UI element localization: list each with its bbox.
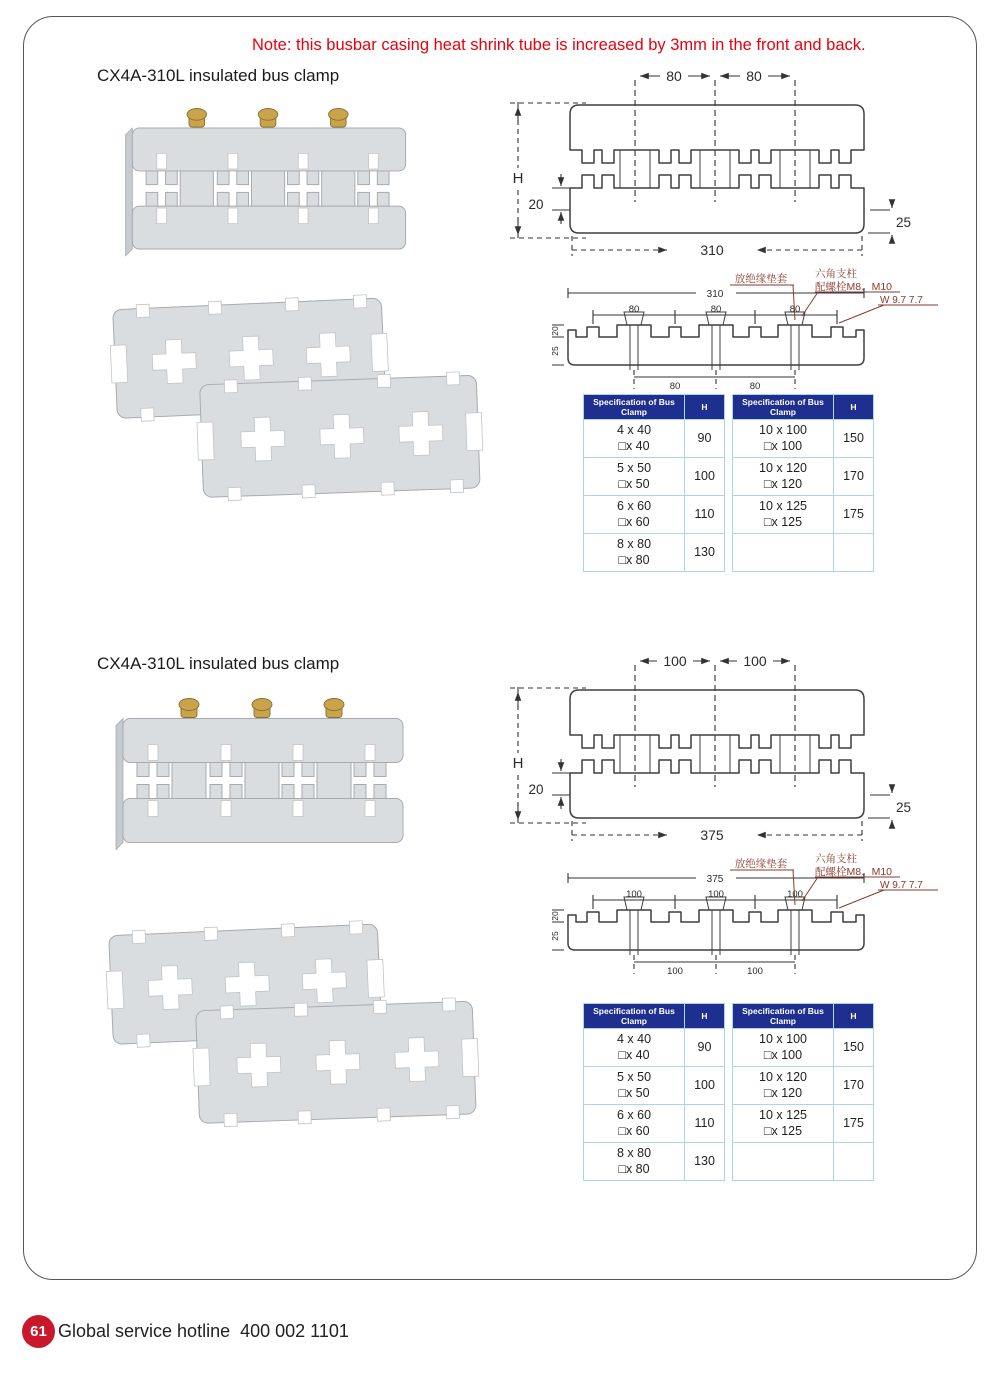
spec-cell: 6 x 60 □x 60 xyxy=(584,496,685,534)
spec-cell: 10 x 100 □x 100 xyxy=(733,1029,834,1067)
table-row xyxy=(584,1105,725,1143)
dim-side-25: 25 xyxy=(550,346,560,356)
spec-cell: 10 x 125 □x 125 xyxy=(733,1105,834,1143)
table-row xyxy=(584,458,725,496)
spec-cell: 10 x 125 □x 125 xyxy=(733,496,834,534)
table-header-spec: Specification of Bus Clamp xyxy=(733,1004,834,1029)
section-title: CX4A-310L insulated bus clamp xyxy=(97,654,340,673)
base-profile xyxy=(568,325,864,365)
table-row xyxy=(733,1067,874,1105)
dim-side-25: 25 xyxy=(550,931,560,941)
table-row xyxy=(584,496,725,534)
dim-height: H xyxy=(512,755,524,772)
h-cell: 90 xyxy=(685,420,725,458)
dimension-drawing-front xyxy=(502,645,922,855)
label-insulating-pad: 放绝缘垫套 xyxy=(734,858,788,870)
page-number-badge: 61 xyxy=(22,1315,55,1348)
label-hex-post: 六角支柱 xyxy=(815,268,857,280)
dim-total: 375 xyxy=(706,874,724,885)
dim-20: 20 xyxy=(528,782,544,797)
spec-table xyxy=(583,1003,725,1181)
dim-pitch-left: 100 xyxy=(663,653,687,669)
product-photo-clamp-plates xyxy=(100,290,492,542)
spec-tables xyxy=(583,1003,874,1181)
h-cell: 90 xyxy=(685,1029,725,1067)
note-text: Note: this busbar casing heat shrink tube is increased by 3mm in the front and back. xyxy=(252,36,866,54)
spec-cell: 10 x 120 □x 120 xyxy=(733,1067,834,1105)
dim20-ticks xyxy=(552,188,570,210)
h-cell: 150 xyxy=(834,420,874,458)
table-row xyxy=(733,420,874,458)
product-photo-clamp-plates xyxy=(92,916,492,1168)
bolt-centerlines xyxy=(634,955,795,974)
label-w-dims: W 9.7 7.7 xyxy=(880,295,923,306)
w-leader-line xyxy=(839,890,938,908)
dim-25: 25 xyxy=(896,215,912,230)
spec-cell xyxy=(733,534,834,572)
label-insulating-pad: 放绝缘垫套 xyxy=(734,273,788,285)
h-cell: 100 xyxy=(685,1067,725,1105)
dim-total: 310 xyxy=(706,289,724,300)
dim-total: 310 xyxy=(700,242,724,258)
dim-side-20: 20 xyxy=(550,326,560,336)
h-cell: 130 xyxy=(685,1143,725,1181)
dim-pitch-2: 80 xyxy=(710,304,722,315)
dim-bottom-1: 100 xyxy=(667,966,683,977)
table-row xyxy=(584,534,725,572)
dimension-drawing-front xyxy=(502,60,922,270)
dim-height: H xyxy=(512,170,524,187)
dim-side-20: 20 xyxy=(550,911,560,921)
table-row xyxy=(584,1029,725,1067)
table-header-h: H xyxy=(685,1004,725,1029)
table-header-spec: Specification of Bus Clamp xyxy=(733,395,834,420)
clamp-plate xyxy=(192,997,481,1127)
clamp-bottom-profile xyxy=(570,175,864,233)
h-cell: 170 xyxy=(834,1067,874,1105)
spec-table xyxy=(732,1003,874,1181)
h-cell xyxy=(834,1143,874,1181)
dim20-ticks xyxy=(552,773,570,795)
table-header-spec: Specification of Bus Clamp xyxy=(584,395,685,420)
table-row xyxy=(733,534,874,572)
clamp-top-profile xyxy=(570,690,864,748)
dim-pitch-right: 80 xyxy=(746,68,762,84)
label-w-dims: W 9.7 7.7 xyxy=(880,880,923,891)
dim25-ticks xyxy=(868,795,890,818)
hotline-text: Global service hotline 400 002 1101 xyxy=(58,1321,349,1341)
dim-bottom-2: 100 xyxy=(747,966,763,977)
dim-bottom-1: 80 xyxy=(669,381,681,392)
clamp-bottom-bar xyxy=(132,206,405,249)
dim-pitch-left: 80 xyxy=(666,68,682,84)
table-row xyxy=(733,458,874,496)
product-photo-clamp-with-screws xyxy=(108,96,430,282)
spec-table xyxy=(583,394,725,572)
dim-25: 25 xyxy=(896,800,912,815)
base-profile xyxy=(568,910,864,950)
table-header-h: H xyxy=(685,395,725,420)
clamp-bottom-profile xyxy=(570,760,864,818)
spec-cell: 4 x 40 □x 40 xyxy=(584,420,685,458)
spec-tables xyxy=(583,394,874,572)
section-title: CX4A-310L insulated bus clamp xyxy=(97,66,340,85)
table-header-h: H xyxy=(834,1004,874,1029)
clamp-top-profile xyxy=(570,105,864,163)
table-header-h: H xyxy=(834,395,874,420)
bolt-posts xyxy=(624,897,805,955)
table-row xyxy=(733,1105,874,1143)
screw-icon xyxy=(187,109,348,128)
table-row xyxy=(733,496,874,534)
spec-table xyxy=(732,394,874,572)
h-cell: 150 xyxy=(834,1029,874,1067)
dim-20: 20 xyxy=(528,197,544,212)
label-bolt-spec: 配螺栓M8、M10 xyxy=(815,281,893,293)
dim-total: 375 xyxy=(700,827,724,843)
clamp-bottom-bar xyxy=(123,799,403,843)
spec-cell xyxy=(733,1143,834,1181)
spec-cell: 5 x 50 □x 50 xyxy=(584,458,685,496)
h-cell: 110 xyxy=(685,1105,725,1143)
h-cell: 110 xyxy=(685,496,725,534)
h-cell xyxy=(834,534,874,572)
dim25-ticks xyxy=(868,210,890,233)
spec-cell: 10 x 100 □x 100 xyxy=(733,420,834,458)
spec-cell: 5 x 50 □x 50 xyxy=(584,1067,685,1105)
product-photo-clamp-with-screws xyxy=(98,686,428,876)
dim-bottom-2: 80 xyxy=(749,381,761,392)
clamp-top-bar xyxy=(132,128,405,171)
bolt-centerlines xyxy=(634,370,795,389)
bolt-posts xyxy=(624,312,805,370)
dim-pitch-3: 100 xyxy=(787,889,803,900)
clamp-plate xyxy=(196,371,485,501)
clamp-connectors xyxy=(180,171,355,206)
h-cell: 170 xyxy=(834,458,874,496)
h-cell: 175 xyxy=(834,1105,874,1143)
clamp-top-bar xyxy=(123,719,403,763)
dim-pitch-right: 100 xyxy=(743,653,767,669)
clamp-side-face xyxy=(116,719,123,850)
dimension-drawing-section xyxy=(548,258,940,398)
screw-icon xyxy=(179,699,344,718)
w-leader-line xyxy=(839,305,938,323)
table-row xyxy=(584,1067,725,1105)
clamp-side-face xyxy=(126,128,133,256)
dim-pitch-1: 80 xyxy=(628,304,640,315)
table-header-spec: Specification of Bus Clamp xyxy=(584,1004,685,1029)
dimension-drawing-section xyxy=(548,843,940,983)
h-cell: 175 xyxy=(834,496,874,534)
table-row xyxy=(584,1143,725,1181)
label-bolt-spec: 配螺栓M8、M10 xyxy=(815,866,893,878)
spec-cell: 6 x 60 □x 60 xyxy=(584,1105,685,1143)
h-cell: 130 xyxy=(685,534,725,572)
h-cell: 100 xyxy=(685,458,725,496)
table-row xyxy=(733,1029,874,1067)
dim-pitch-1: 100 xyxy=(626,889,642,900)
table-row xyxy=(733,1143,874,1181)
clamp-connectors xyxy=(172,763,351,799)
spec-cell: 10 x 120 □x 120 xyxy=(733,458,834,496)
spec-cell: 8 x 80 □x 80 xyxy=(584,1143,685,1181)
spec-cell: 8 x 80 □x 80 xyxy=(584,534,685,572)
dim-pitch-3: 80 xyxy=(789,304,801,315)
label-hex-post: 六角支柱 xyxy=(815,853,857,865)
spec-cell: 4 x 40 □x 40 xyxy=(584,1029,685,1067)
dim-pitch-2: 100 xyxy=(708,889,724,900)
table-row xyxy=(584,420,725,458)
